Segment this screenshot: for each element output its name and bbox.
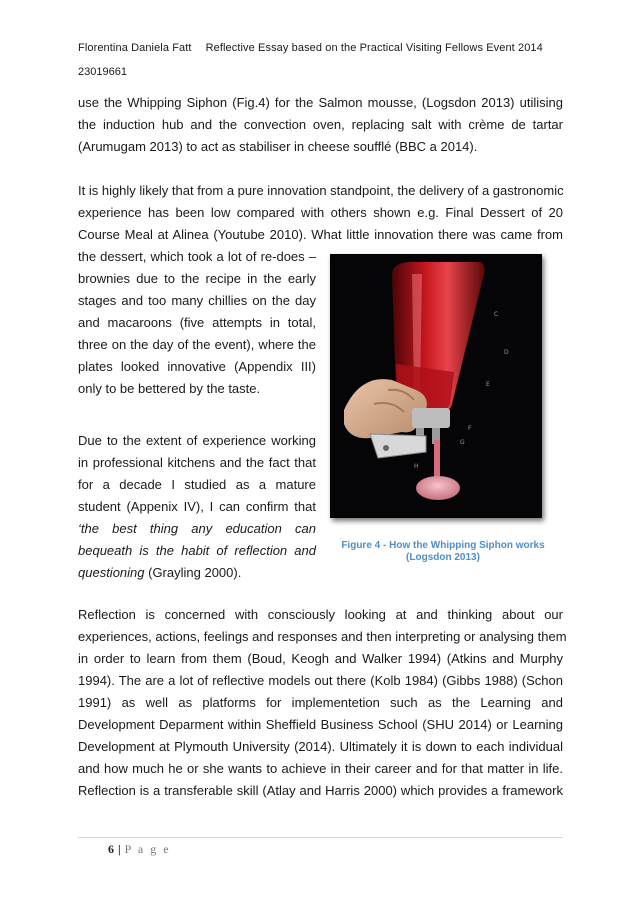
text-line: the induction hub and the convection oven, replacing salt with crème de tartar [78,117,563,132]
header-title: Reflective Essay based on the Practical Visiting Fellows Event 2014 [205,42,543,54]
text-line: only to be bettered by the taste. [78,381,261,396]
text-line: brownies due to the recipe in the early [78,271,316,286]
text-line: plates looked innovative (Appendix III) [78,359,316,374]
text-line: 1991) as well as platforms for implementetion such as the Learning and [78,695,563,710]
text-line: (Arumugam 2013) to act as stabiliser in cheese soufflé (BBC a 2014). [78,139,478,154]
footer-separator: | [118,842,122,856]
scale-letter: D [504,349,509,356]
text-line: use the Whipping Siphon (Fig.4) for the Salmon mousse, (Logsdon 2013) utilising [78,95,563,110]
text-line: Development at Plymouth University (2014). Ultimately it is down to each individual [78,739,563,754]
siphon-stem [434,440,440,480]
text-line: 1994). The are a lot of reflective models out there (Kolb 1984) (Gibbs 1988) (Schon [78,673,563,688]
text-line: student (Appenix IV), I can confirm that [78,499,316,514]
paragraph-3 [78,430,316,584]
citation: (Grayling 2000). [144,565,242,580]
caption-line: (Logsdon 2013) [406,552,480,563]
text-line: and macaroons (five attempts in total, [78,315,316,330]
quote-text: questioning [78,565,145,580]
text-line: Due to the extent of experience working [78,433,316,448]
text-line: It is highly likely that from a pure innovation standpoint, the delivery of a gastronomic [78,183,564,198]
quote-text: bequeath is the habit of reflection and [78,543,316,558]
footer-divider [78,837,563,838]
text-line: stages and too many chillies on the day [78,293,316,308]
figure-caption [318,540,568,564]
paragraph-4 [78,604,567,802]
text-line: the dessert, which took a lot of re-does – [78,249,316,264]
header-line [78,42,543,54]
quote-line [78,562,316,584]
text-line: and how much he or she wants to achieve in their career and for that matter in life. [78,761,563,776]
scale-letter: F [468,425,472,432]
scale-letter: C [494,311,499,318]
text-line: Reflection is a transferable skill (Atlay and Harris 2000) which provides a framework [78,783,563,798]
page-footer [108,842,171,857]
whipping-siphon-figure [330,254,542,518]
text-line: Reflection is concerned with consciously looking at and thinking about our [78,607,563,622]
text-line: three on the day of the event), where the [78,337,316,352]
paragraph-1 [78,92,563,158]
siphon-illustration [330,254,542,518]
scale-letter: H [414,463,419,470]
siphon-nozzle [416,476,460,500]
text-line: for a decade I studied as a mature [78,477,316,492]
paragraph-2 [78,180,563,246]
scale-letter: E [486,381,490,388]
text-line: experiences, actions, feelings and responses and then interpreting or analysing them [78,629,567,644]
header-author: Florentina Daniela Fatt [78,42,192,54]
text-line: Development Deparment within Sheffield Business School (SHU 2014) or Learning [78,717,563,732]
siphon-valve [412,408,450,428]
page-label: P a g e [124,842,171,856]
quote-line [78,518,316,540]
scale-letter: G [460,439,465,446]
text-line: in professional kitchens and the fact that [78,455,316,470]
header-student-id: 23019661 [78,66,127,78]
paragraph-2-wrap [78,246,316,400]
caption-line: Figure 4 - How the Whipping Siphon works [341,540,545,551]
quote-text: ‘the best thing any education can [78,521,316,536]
page-number: 6 [108,842,115,856]
text-line: experience has been low compared with others shown e.g. Final Dessert of 20 [78,205,563,220]
quote-line [78,540,316,562]
text-line: in order to learn from them (Boud, Keogh and Walker 1994) (Atkins and Murphy [78,651,563,666]
text-line: Course Meal at Alinea (Youtube 2010). What little innovation there was came from [78,227,563,242]
siphon-lever [370,434,426,458]
